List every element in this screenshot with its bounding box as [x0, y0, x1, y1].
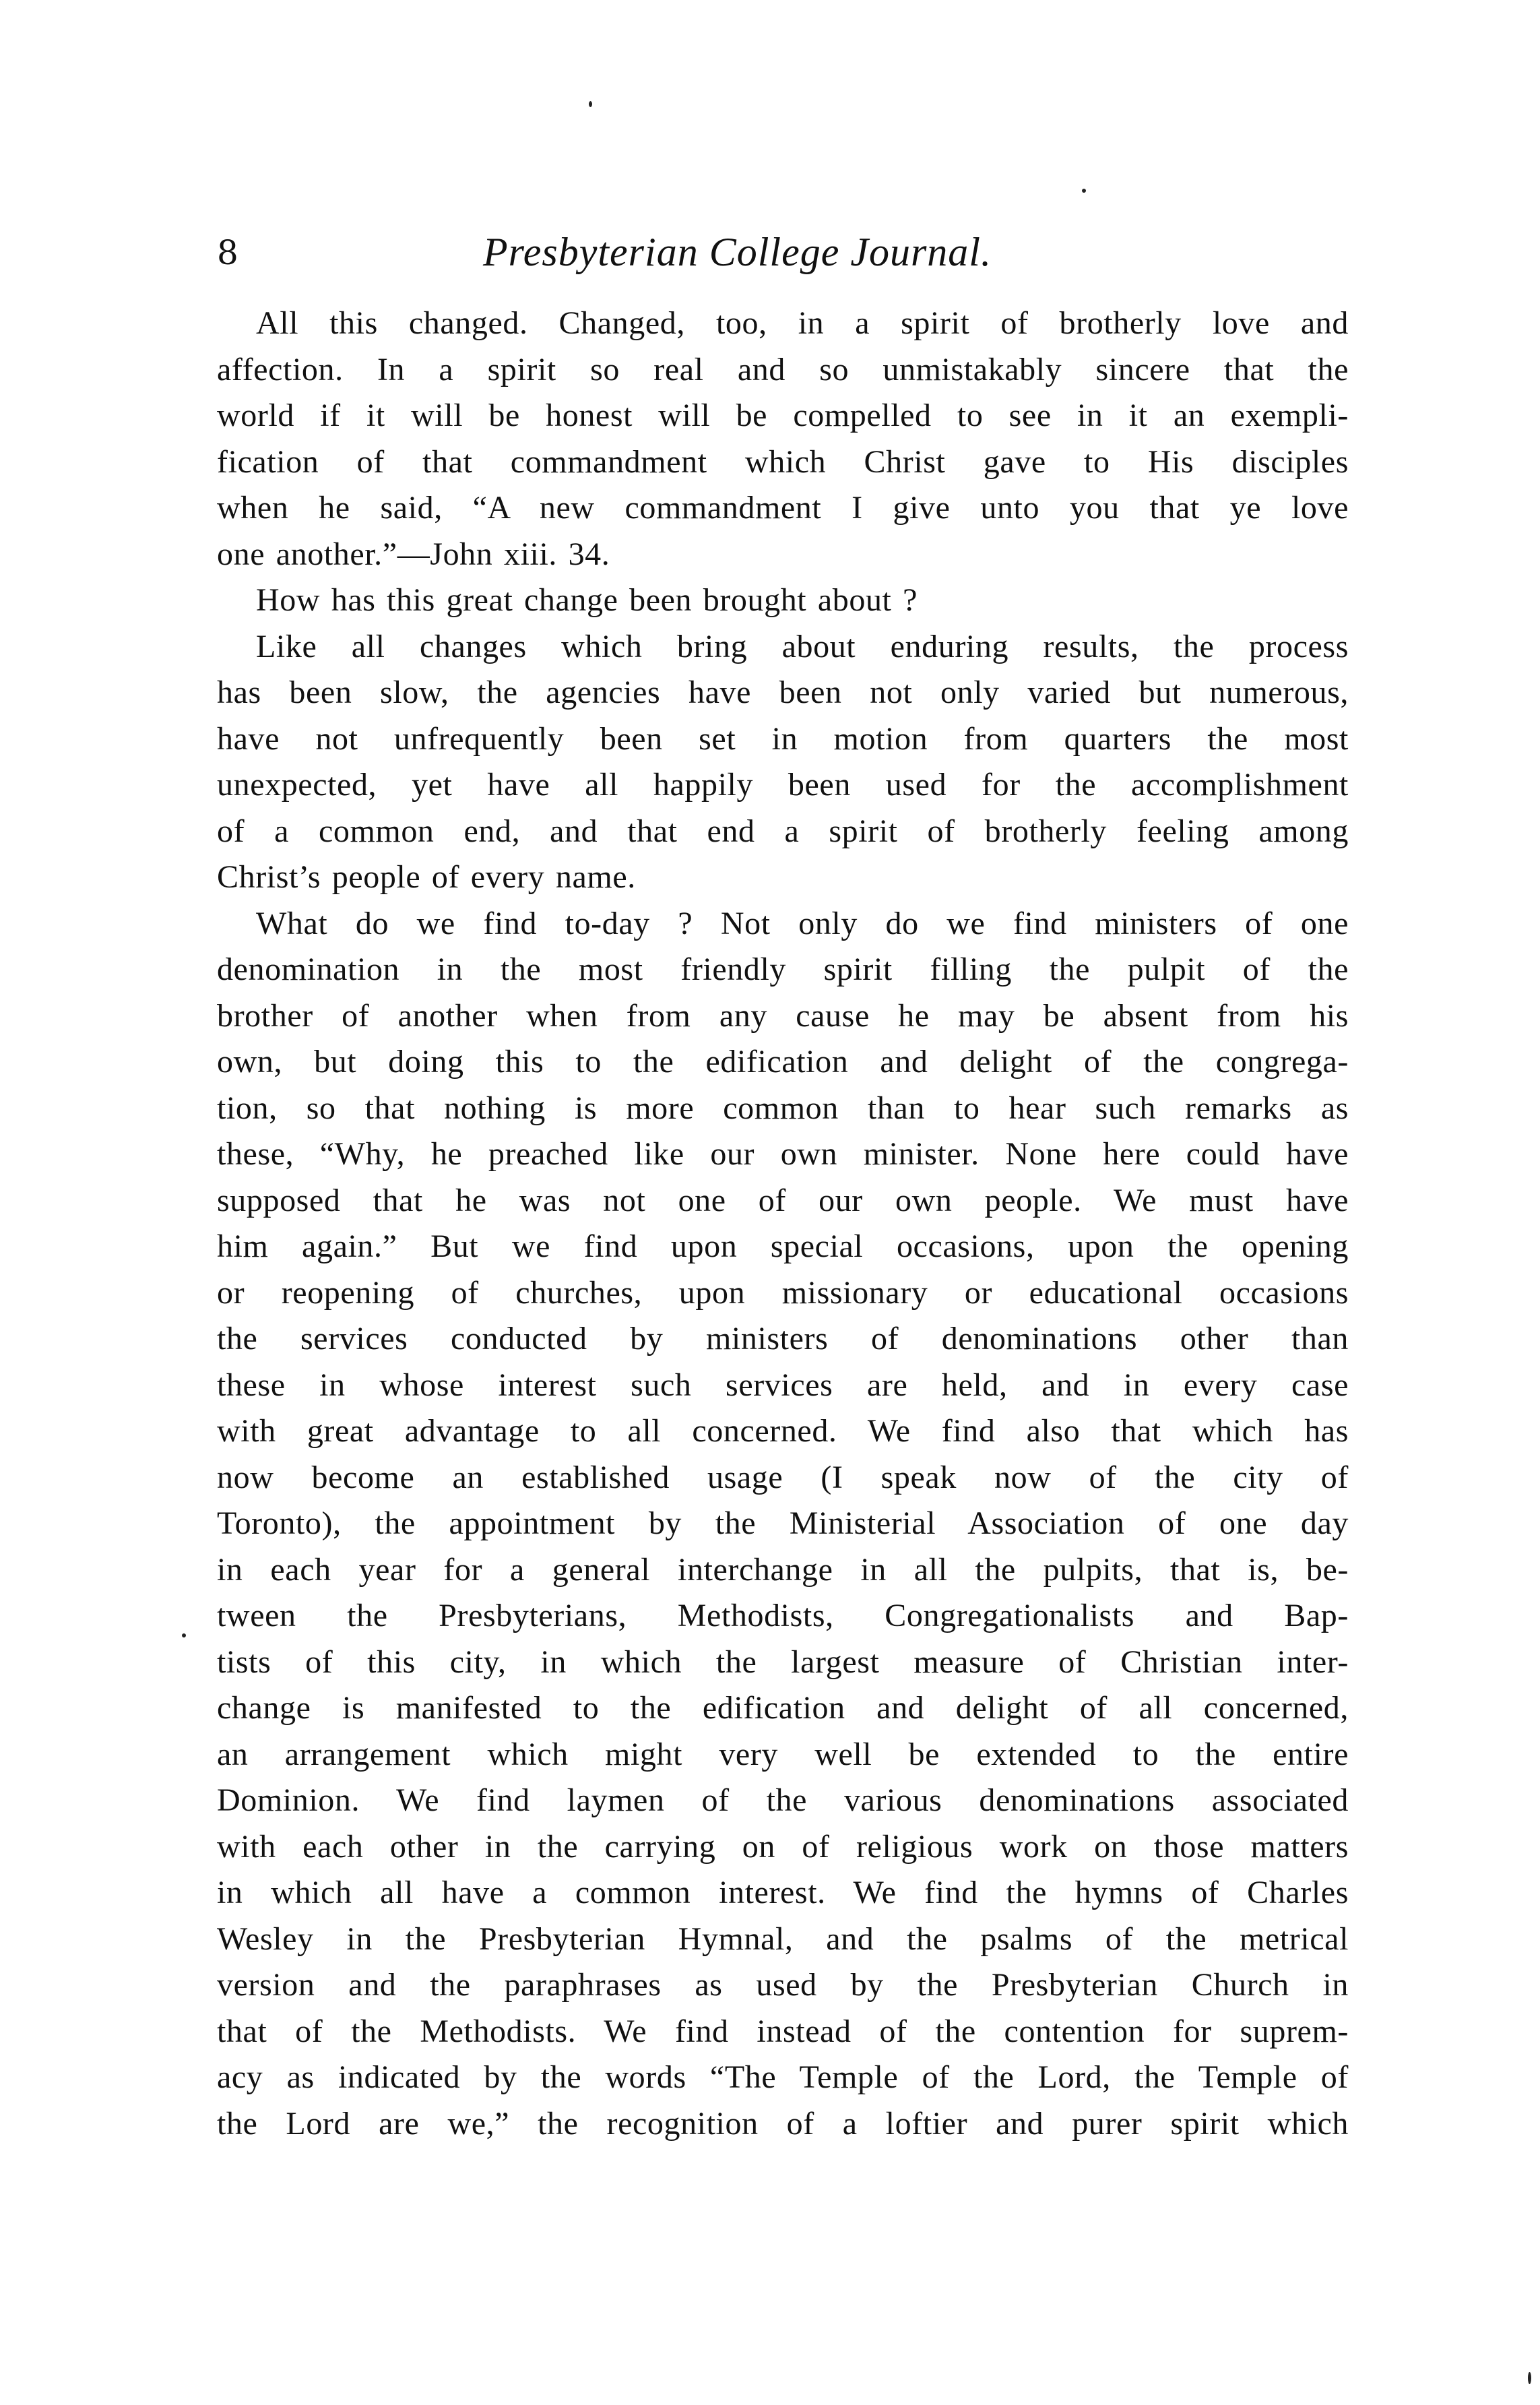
text-line: in each year for a general interchange in all the pulpits, that is, be- — [217, 1551, 1349, 1588]
text-line: brother of another when from any cause he may be absent from his — [217, 997, 1349, 1034]
page-header — [217, 214, 1349, 288]
text-line: the services conducted by ministers of denominations other than — [217, 1321, 1349, 1356]
text-line: one another.”—John xiii. 34. — [217, 536, 610, 572]
text-line: or reopening of churches, upon missionary or educational occasions — [217, 1274, 1349, 1311]
page-number: 8 — [217, 233, 238, 272]
text-line: change is manifested to the edification and delight of all concerned, — [217, 1690, 1349, 1726]
text-line: now become an established usage (I speak now of the city of — [217, 1459, 1349, 1495]
text-line: denomination in the most friendly spirit filling the pulpit of the — [217, 951, 1349, 987]
text-line: when he said, “A new commandment I give unto you that ye love — [217, 490, 1349, 526]
text-line: supposed that he was not one of our own people. We must have — [217, 1182, 1349, 1218]
text-line: him again.” But we find upon special occasions, upon the opening — [217, 1228, 1349, 1264]
text-line: the Lord are we,” the recognition of a loftier and purer spirit which — [217, 2105, 1349, 2142]
text-line: that of the Methodists. We find instead of the contention for suprem- — [217, 2013, 1349, 2049]
text-line: an arrangement which might very well be extended to the entire — [217, 1736, 1349, 1772]
ink-speck — [182, 1633, 186, 1637]
ink-speck — [1528, 2372, 1531, 2384]
ink-speck — [589, 101, 592, 107]
text-line: in which all have a common interest. We find the hymns of Charles — [217, 1875, 1349, 1910]
text-line: tion, so that nothing is more common than to hear such remarks as — [217, 1090, 1349, 1126]
text-line: How has this great change been brought about ? — [256, 582, 918, 618]
paragraph — [217, 624, 1349, 901]
text-line: with each other in the carrying on of religious work on those matters — [217, 1828, 1349, 1865]
text-line: Toronto), the appointment by the Ministerial Association of one day — [217, 1505, 1349, 1541]
paragraph — [217, 577, 1349, 624]
text-line: acy as indicated by the words “The Temple of the Lord, the Temple of — [217, 2059, 1349, 2095]
text-line: Dominion. We find laymen of the various denominations associated — [217, 1782, 1349, 1818]
text-line: have not unfrequently been set in motion from quarters the most — [217, 720, 1349, 757]
text-line: Like all changes which bring about enduring results, the process — [256, 628, 1349, 664]
text-line: What do we find to-day ? Not only do we find ministers of one — [256, 905, 1349, 941]
text-line: world if it will be honest will be compelled to see in it an exempli- — [217, 398, 1349, 433]
text-line: with great advantage to all concerned. We find also that which has — [217, 1413, 1349, 1449]
text-line: has been slow, the agencies have been not only varied but numerous, — [217, 675, 1349, 710]
running-title: Presbyterian College Journal. — [483, 230, 992, 274]
text-line: All this changed. Changed, too, in a spirit of brotherly love and — [256, 305, 1349, 341]
text-line: unexpected, yet have all happily been used for the accomplishment — [217, 767, 1349, 803]
article-body — [217, 301, 1349, 2147]
text-line: tween the Presbyterians, Methodists, Congregationalists and Bap- — [217, 1598, 1349, 1633]
text-line: tists of this city, in which the largest measure of Christian inter- — [217, 1644, 1349, 1680]
text-line: Wesley in the Presbyterian Hymnal, and the psalms of the metrical — [217, 1920, 1349, 1957]
text-line: fication of that commandment which Christ gave to His disciples — [217, 443, 1349, 480]
text-line: version and the paraphrases as used by the Presbyterian Church in — [217, 1967, 1349, 2003]
text-line: affection. In a spirit so real and so unmistakably sincere that the — [217, 351, 1349, 387]
text-line: of a common end, and that end a spirit of brotherly feeling among — [217, 813, 1349, 849]
paragraph — [217, 901, 1349, 2148]
text-line: Christ’s people of every name. — [217, 859, 636, 895]
paragraph — [217, 301, 1349, 577]
text-line: these, “Why, he preached like our own minister. None here could have — [217, 1136, 1349, 1172]
text-line: own, but doing this to the edification and delight of the congrega- — [217, 1044, 1349, 1080]
text-line: these in whose interest such services are held, and in every case — [217, 1367, 1349, 1403]
ink-speck — [1082, 189, 1086, 193]
